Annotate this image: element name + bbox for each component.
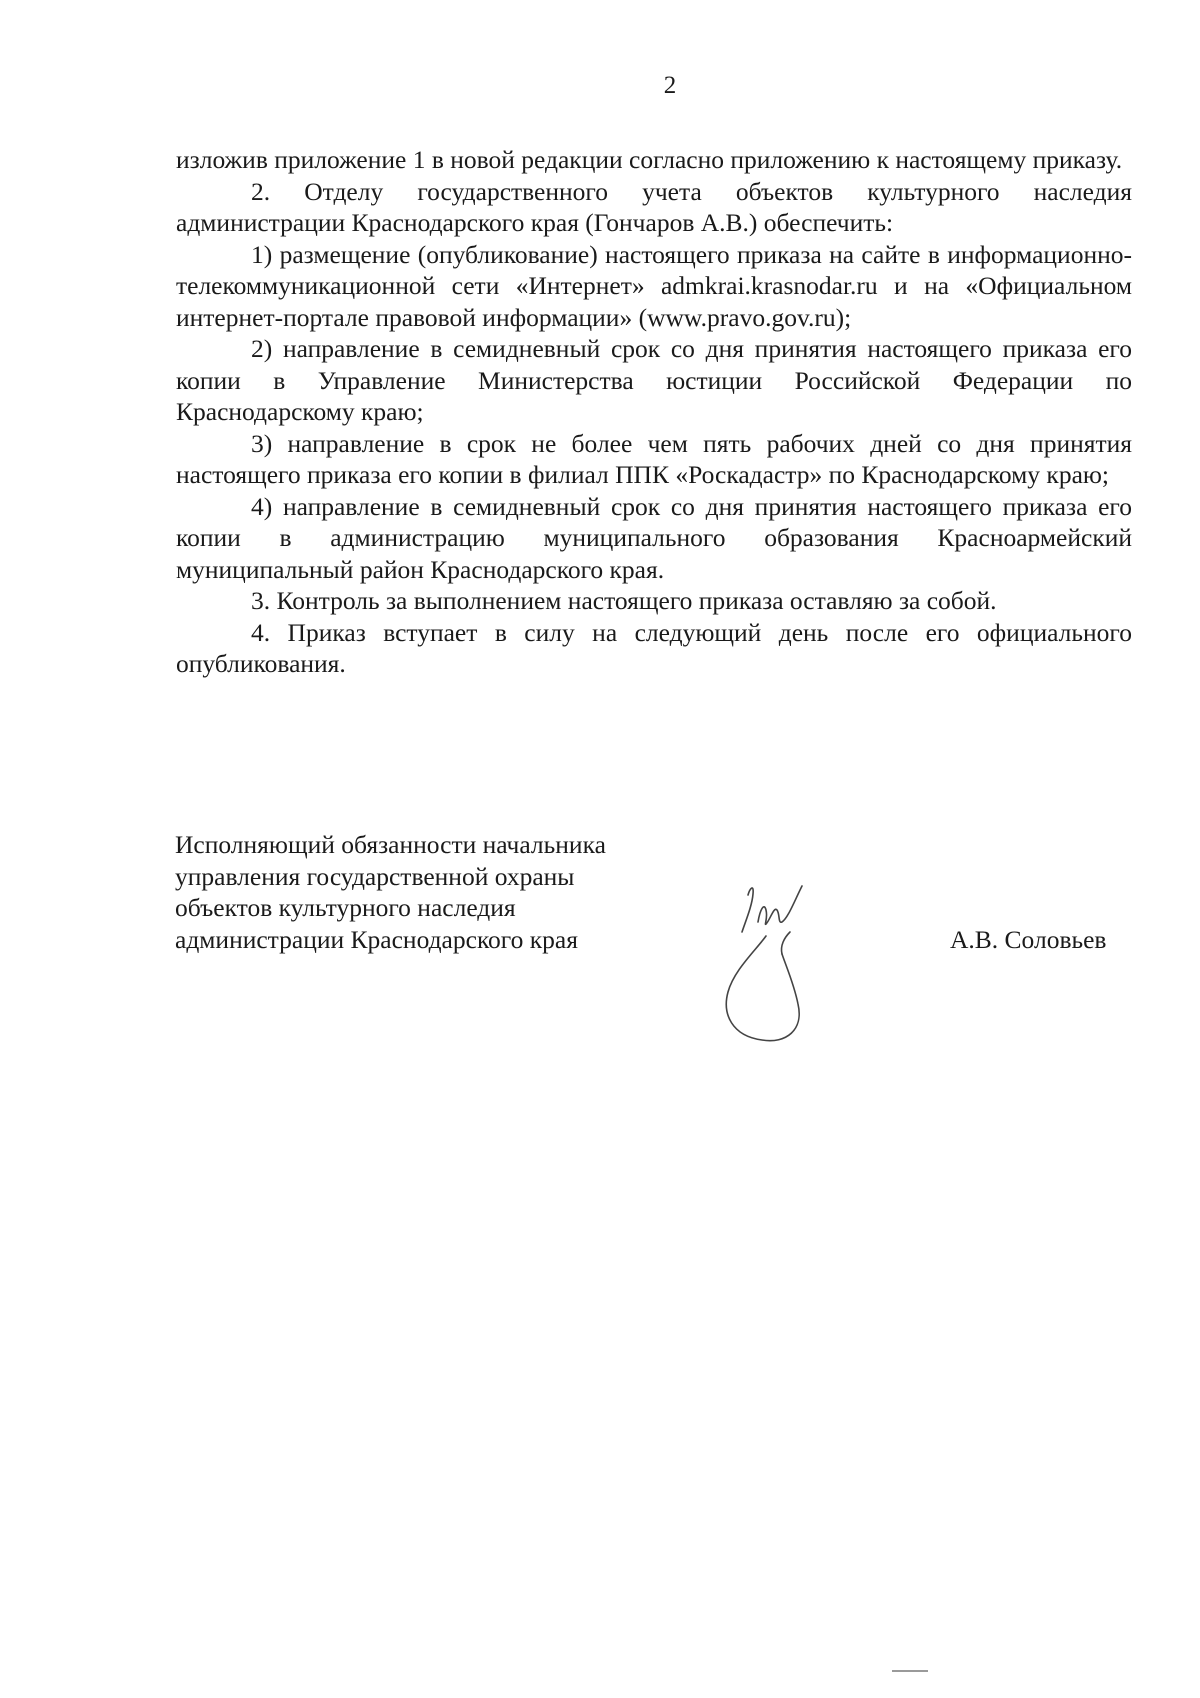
signatory-position-line: администрации Краснодарского края bbox=[175, 924, 578, 954]
paragraph-subitem-4: 4) направление в семидневный срок со дня принятия настоящего приказа его копии в администрацию муниципального образования Красноармейский муниципальный район Краснодарского края. bbox=[176, 491, 1132, 584]
signatory-position bbox=[175, 829, 695, 955]
paragraph-subitem-2: 2) направление в семидневный срок со дня принятия настоящего приказа его копии в Управление Министерства юстиции Российской Федерации по Краснодарскому краю; bbox=[176, 334, 1132, 426]
page-number: 2 bbox=[663, 72, 677, 99]
signatory-position-line: объектов культурного наследия bbox=[175, 893, 516, 922]
signatory-position-line: управления государственной охраны bbox=[175, 861, 575, 891]
paragraph-continuation: изложив приложение 1 в новой редакции согласно приложению к настоящему приказу. bbox=[176, 145, 1123, 174]
handwritten-signature bbox=[720, 880, 830, 1045]
paragraph-item-2: 2. Отделу государственного учета объектов культурного наследия администрации Краснодарского края (Гончаров А.В.) обеспечить: bbox=[176, 176, 1132, 237]
document-body bbox=[176, 144, 1132, 680]
signer-name: А.В. Соловьев bbox=[950, 925, 1107, 954]
paragraph-item-3: 3. Контроль за выполнением настоящего приказа оставляю за собой. bbox=[251, 586, 997, 615]
signatory-position-line: Исполняющий обязанности начальника bbox=[175, 830, 606, 859]
paragraph-subitem-3: 3) направление в срок не более чем пять рабочих дней со дня принятия настоящего приказа его копии в филиал ППК «Роскадастр» по Краснодарскому краю; bbox=[176, 428, 1132, 489]
footer-divider bbox=[892, 1670, 928, 1672]
paragraph-subitem-1: 1) размещение (опубликование) настоящего приказа на сайте в информационно-телекоммуникационной сети «Интернет» admkrai.krasnodar.ru и на «Официальном интернет-портале правовой информации» (www.pravo.gov.ru); bbox=[176, 239, 1132, 332]
paragraph-item-4: 4. Приказ вступает в силу на следующий день после его официального опубликования. bbox=[176, 617, 1132, 678]
